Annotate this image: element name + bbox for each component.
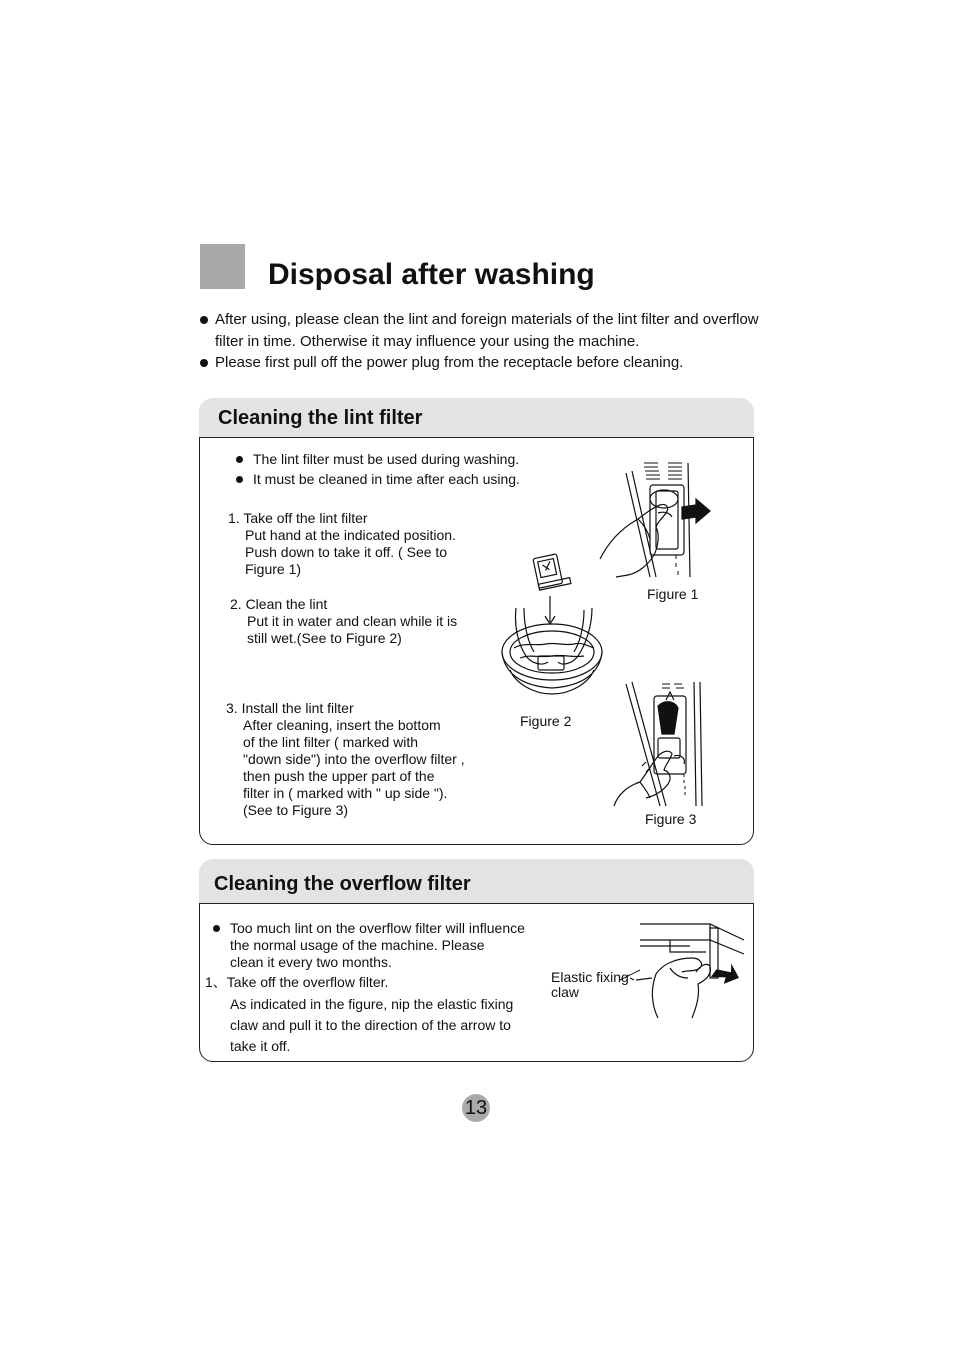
lint-step-3 [226,700,465,819]
lint-step-2-line: still wet.(See to Figure 2) [247,630,402,646]
elastic-claw-callout [551,970,629,1000]
lint-step-1 [228,510,456,578]
overflow-section-heading: Cleaning the overflow filter [214,873,471,895]
callout-line: claw [551,984,580,1000]
lint-step-3-line: then push the upper part of the [243,768,435,784]
lint-bullet-1: The lint filter must be used during washing. [236,451,520,468]
intro-note-2: Please first pull off the power plug from the receptacle before cleaning. [200,352,760,374]
overflow-step-1-line: As indicated in the figure, nip the elastic fixing [230,996,514,1012]
title-marker-square [200,244,245,289]
overflow-step-1 [230,994,513,1057]
lint-step-2-line: Put it in water and clean while it is [247,613,458,629]
lint-step-1-line: Figure 1) [245,561,302,577]
figure-1-caption: Figure 1 [647,586,699,602]
overflow-bullet-line: Too much lint on the overflow filter will influence [213,920,525,937]
lint-step-3-line: filter in ( marked with " up side "). [243,785,448,801]
lint-step-2 [230,596,457,647]
lint-step-2-title: 2. Clean the lint [230,596,328,612]
figure-2-caption: Figure 2 [520,713,572,729]
page-title: Disposal after washing [268,258,595,291]
overflow-step-1-title: 1、Take off the overflow filter. [205,974,389,990]
lint-section-heading: Cleaning the lint filter [218,407,423,429]
lint-step-3-line: of the lint filter ( marked with [243,734,419,750]
callout-leader-line-icon [620,968,640,982]
overflow-section-header [199,859,754,904]
lint-bullet-2: It must be cleaned in time after each using. [236,471,520,488]
figure-1-illustration-icon [598,455,713,583]
intro-note-1: After using, please clean the lint and foreign materials of the lint filter and overflow filter in time. Otherwise it may influence your using the machine. [200,309,760,352]
overflow-bullet-line: clean it every two months. [230,954,392,970]
lint-step-3-line: (See to Figure 3) [243,802,349,818]
overflow-step-1-line: take it off. [230,1038,291,1054]
overflow-bullet [213,920,525,971]
lint-step-3-line: "down side") into the overflow filter , [243,751,465,767]
lint-section-header [199,398,754,438]
overflow-step-1-line: claw and pull it to the direction of the arrow to [230,1017,511,1033]
lint-step-1-line: Put hand at the indicated position. [245,527,456,543]
lint-step-1-title: 1. Take off the lint filter [228,510,368,526]
lint-step-1-line: Push down to take it off. ( See to [245,544,448,560]
lint-step-3-line: After cleaning, insert the bottom [243,717,441,733]
lint-step-3-title: 3. Install the lint filter [226,700,354,716]
figure-3-caption: Figure 3 [645,811,697,827]
page-number: 13 [462,1094,490,1122]
overflow-bullet-line: the normal usage of the machine. Please [230,937,485,953]
callout-line: Elastic fixing [551,969,629,985]
overflow-filter-removal-illustration-icon [630,918,748,1024]
figure-2-illustration-icon [500,552,608,704]
intro-notes [200,309,760,374]
lint-bullets [236,451,520,488]
figure-3-illustration-icon [610,678,714,810]
